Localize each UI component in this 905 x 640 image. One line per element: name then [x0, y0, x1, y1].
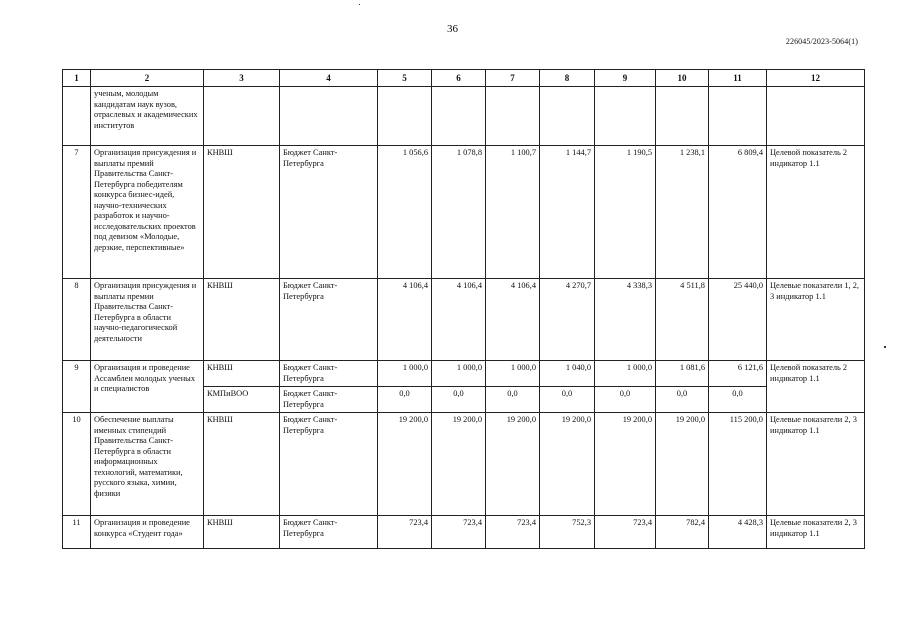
funding-source-cell: Бюджет Санкт-Петербурга: [280, 387, 378, 413]
empty-cell: [432, 87, 486, 146]
column-header: 1: [63, 70, 91, 87]
executor-cell: КМПиВОО: [204, 387, 280, 413]
total-cell: 25 440,0: [709, 279, 767, 361]
empty-cell: [656, 87, 709, 146]
amount-cell: 4 270,7: [540, 279, 595, 361]
page-number: 36: [447, 23, 458, 35]
activity-name-cell: Организация и проведение конкурса «Студент года»: [91, 516, 204, 549]
table-row: [63, 146, 865, 279]
amount-cell: 1 000,0: [486, 361, 540, 387]
funding-source-cell: Бюджет Санкт-Петербурга: [280, 361, 378, 387]
column-header: 7: [486, 70, 540, 87]
column-header: 10: [656, 70, 709, 87]
column-header: 3: [204, 70, 280, 87]
amount-cell: 4 106,4: [432, 279, 486, 361]
funding-source-cell: Бюджет Санкт-Петербурга: [280, 413, 378, 516]
amount-cell: 19 200,0: [432, 413, 486, 516]
column-header: 2: [91, 70, 204, 87]
activity-name-cell: Организация и проведение Ассамблеи молодых ученых и специалистов: [91, 361, 204, 413]
total-cell: 4 428,3: [709, 516, 767, 549]
total-cell: 0,0: [709, 387, 767, 413]
executor-cell: КНВШ: [204, 361, 280, 387]
funding-source-cell: Бюджет Санкт-Петербурга: [280, 146, 378, 279]
row-number-cell: 10: [63, 413, 91, 516]
amount-cell: 4 106,4: [486, 279, 540, 361]
executor-cell: КНВШ: [204, 279, 280, 361]
amount-cell: 0,0: [595, 387, 656, 413]
table-row: [63, 279, 865, 361]
amount-cell: 0,0: [432, 387, 486, 413]
amount-cell: 4 338,3: [595, 279, 656, 361]
activity-name-cell: Обеспечение выплаты именных стипендий Правительства Санкт-Петербурга в области информационных технологий, математики, русского языка, химии, физики: [91, 413, 204, 516]
activity-name-cell: Организация присуждения и выплаты премии Правительства Санкт-Петербурга в области научно-педагогической деятельности: [91, 279, 204, 361]
program-table: [62, 69, 865, 549]
row-number-cell: 11: [63, 516, 91, 549]
amount-cell: 0,0: [656, 387, 709, 413]
amount-cell: 19 200,0: [656, 413, 709, 516]
funding-source-cell: Бюджет Санкт-Петербурга: [280, 516, 378, 549]
amount-cell: 1 040,0: [540, 361, 595, 387]
table-row: [63, 413, 865, 516]
amount-cell: 752,3: [540, 516, 595, 549]
amount-cell: 723,4: [595, 516, 656, 549]
activity-name-cell: ученым, молодым кандидатам наук вузов, отраслевых и академических институтов: [91, 87, 204, 146]
column-header: 4: [280, 70, 378, 87]
amount-cell: 723,4: [486, 516, 540, 549]
column-header: 5: [378, 70, 432, 87]
amount-cell: 1 000,0: [595, 361, 656, 387]
indicators-cell: Целевые показатели 2, 3 индикатор 1.1: [767, 413, 865, 516]
executor-cell: КНВШ: [204, 413, 280, 516]
column-header: 8: [540, 70, 595, 87]
amount-cell: 0,0: [378, 387, 432, 413]
document-code: 226045/2023-5064(1): [785, 37, 858, 46]
column-header: 11: [709, 70, 767, 87]
empty-cell: [280, 87, 378, 146]
amount-cell: 1 056,6: [378, 146, 432, 279]
amount-cell: 723,4: [378, 516, 432, 549]
amount-cell: 19 200,0: [378, 413, 432, 516]
amount-cell: 1 144,7: [540, 146, 595, 279]
row-number-cell: 9: [63, 361, 91, 413]
executor-cell: КНВШ: [204, 516, 280, 549]
empty-cell: [378, 87, 432, 146]
indicators-cell: Целевые показатели 2, 3 индикатор 1.1: [767, 516, 865, 549]
table-row: [63, 87, 865, 146]
row-number-cell: 8: [63, 279, 91, 361]
total-cell: 6 809,4: [709, 146, 767, 279]
amount-cell: 1 100,7: [486, 146, 540, 279]
header-row: [63, 70, 865, 87]
indicators-cell: Целевой показатель 2 индикатор 1.1: [767, 361, 865, 413]
amount-cell: 0,0: [486, 387, 540, 413]
empty-cell: [709, 87, 767, 146]
amount-cell: 1 078,8: [432, 146, 486, 279]
table-row: [63, 361, 865, 387]
empty-cell: [204, 87, 280, 146]
column-header: 12: [767, 70, 865, 87]
amount-cell: 19 200,0: [486, 413, 540, 516]
empty-cell: [540, 87, 595, 146]
row-number-cell: [63, 87, 91, 146]
amount-cell: 19 200,0: [540, 413, 595, 516]
amount-cell: 4 511,8: [656, 279, 709, 361]
table-row: [63, 516, 865, 549]
amount-cell: 1 238,1: [656, 146, 709, 279]
amount-cell: 0,0: [540, 387, 595, 413]
total-cell: 6 121,6: [709, 361, 767, 387]
empty-cell: [767, 87, 865, 146]
amount-cell: 1 000,0: [432, 361, 486, 387]
indicators-cell: Целевой показатель 2 индикатор 1.1: [767, 146, 865, 279]
total-cell: 115 200,0: [709, 413, 767, 516]
scan-dot: [884, 346, 886, 348]
row-number-cell: 7: [63, 146, 91, 279]
amount-cell: 782,4: [656, 516, 709, 549]
column-header: 6: [432, 70, 486, 87]
executor-cell: КНВШ: [204, 146, 280, 279]
indicators-cell: Целевые показатели 1, 2, 3 индикатор 1.1: [767, 279, 865, 361]
amount-cell: 1 000,0: [378, 361, 432, 387]
empty-cell: [595, 87, 656, 146]
amount-cell: 1 081,6: [656, 361, 709, 387]
amount-cell: 1 190,5: [595, 146, 656, 279]
amount-cell: 19 200,0: [595, 413, 656, 516]
column-header: 9: [595, 70, 656, 87]
amount-cell: 723,4: [432, 516, 486, 549]
amount-cell: 4 106,4: [378, 279, 432, 361]
activity-name-cell: Организация присуждения и выплаты премий Правительства Санкт-Петербурга победителям конкурса бизнес-идей, научно-технических разработок и научно-исследовательских проектов под девизом «Молодые, дерзкие, перспективные»: [91, 146, 204, 279]
scan-dot: [359, 4, 360, 5]
funding-source-cell: Бюджет Санкт-Петербурга: [280, 279, 378, 361]
empty-cell: [486, 87, 540, 146]
